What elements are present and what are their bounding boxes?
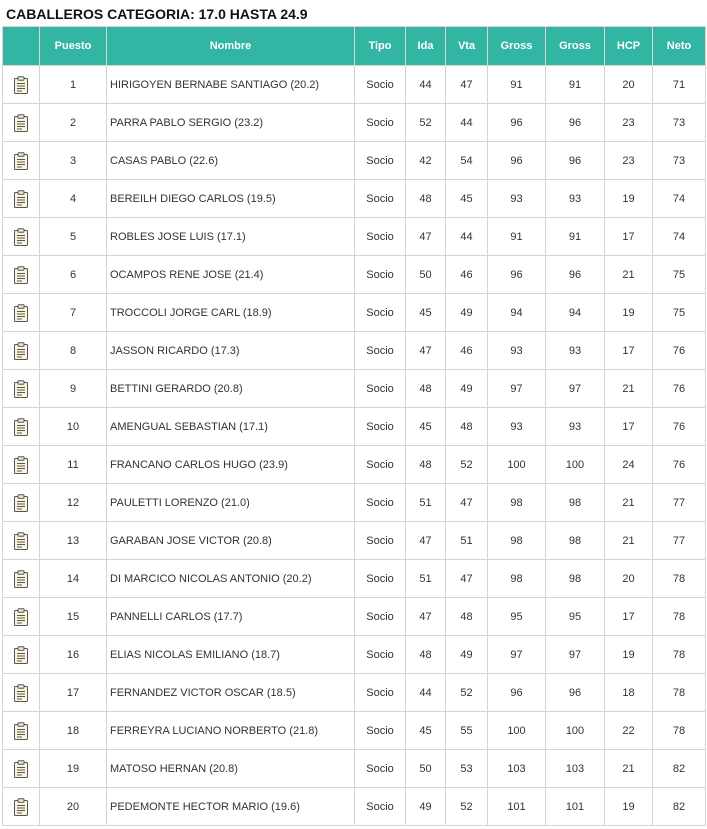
col-header-tipo[interactable]: Tipo bbox=[355, 27, 406, 66]
cell-nombre: BETTINI GERARDO (20.8) bbox=[107, 370, 355, 408]
col-header-puesto[interactable]: Puesto bbox=[40, 27, 107, 66]
cell-nombre: GARABAN JOSE VICTOR (20.8) bbox=[107, 522, 355, 560]
table-row bbox=[3, 180, 706, 218]
cell-nombre: HIRIGOYEN BERNABE SANTIAGO (20.2) bbox=[107, 66, 355, 104]
cell-neto: 77 bbox=[653, 522, 706, 560]
cell-ida: 44 bbox=[406, 674, 446, 712]
cell-nombre: BEREILH DIEGO CARLOS (19.5) bbox=[107, 180, 355, 218]
clipboard-icon[interactable] bbox=[13, 304, 29, 322]
cell-gross: 98 bbox=[488, 560, 546, 598]
clipboard-icon[interactable] bbox=[13, 798, 29, 816]
cell-puesto: 16 bbox=[40, 636, 107, 674]
cell-vta: 48 bbox=[446, 598, 488, 636]
cell-gross: 98 bbox=[488, 522, 546, 560]
cell-ida: 42 bbox=[406, 142, 446, 180]
cell-hcp: 24 bbox=[605, 446, 653, 484]
cell-tipo: Socio bbox=[355, 142, 406, 180]
cell-ida: 48 bbox=[406, 180, 446, 218]
cell-hcp: 21 bbox=[605, 750, 653, 788]
clipboard-icon[interactable] bbox=[13, 646, 29, 664]
col-header-gross-2[interactable]: Gross bbox=[546, 27, 605, 66]
cell-nombre: ELIAS NICOLAS EMILIANO (18.7) bbox=[107, 636, 355, 674]
cell-neto: 73 bbox=[653, 142, 706, 180]
clipboard-icon[interactable] bbox=[13, 228, 29, 246]
cell-nombre: PANNELLI CARLOS (17.7) bbox=[107, 598, 355, 636]
clipboard-icon[interactable] bbox=[13, 760, 29, 778]
cell-hcp: 18 bbox=[605, 674, 653, 712]
cell-ida: 47 bbox=[406, 332, 446, 370]
cell-tipo: Socio bbox=[355, 788, 406, 826]
cell-neto: 82 bbox=[653, 750, 706, 788]
clipboard-icon[interactable] bbox=[13, 418, 29, 436]
results-table bbox=[2, 26, 706, 826]
col-header-gross[interactable]: Gross bbox=[488, 27, 546, 66]
cell-ida: 47 bbox=[406, 218, 446, 256]
table-row bbox=[3, 750, 706, 788]
cell-puesto: 9 bbox=[40, 370, 107, 408]
cell-gross: 93 bbox=[488, 332, 546, 370]
cell-ida: 51 bbox=[406, 560, 446, 598]
col-header-vta[interactable]: Vta bbox=[446, 27, 488, 66]
clipboard-icon[interactable] bbox=[13, 456, 29, 474]
cell-gross: 98 bbox=[488, 484, 546, 522]
cell-gross-2: 94 bbox=[546, 294, 605, 332]
clipboard-icon[interactable] bbox=[13, 342, 29, 360]
cell-hcp: 21 bbox=[605, 484, 653, 522]
cell-puesto: 11 bbox=[40, 446, 107, 484]
clipboard-icon[interactable] bbox=[13, 152, 29, 170]
cell-nombre: DI MARCICO NICOLAS ANTONIO (20.2) bbox=[107, 560, 355, 598]
cell-vta: 47 bbox=[446, 66, 488, 104]
cell-ida: 48 bbox=[406, 636, 446, 674]
cell-tipo: Socio bbox=[355, 484, 406, 522]
cell-nombre: MATOSO HERNAN (20.8) bbox=[107, 750, 355, 788]
cell-tipo: Socio bbox=[355, 598, 406, 636]
cell-tipo: Socio bbox=[355, 522, 406, 560]
cell-action bbox=[3, 560, 40, 598]
table-row bbox=[3, 712, 706, 750]
cell-vta: 52 bbox=[446, 788, 488, 826]
cell-gross-2: 96 bbox=[546, 142, 605, 180]
cell-gross-2: 96 bbox=[546, 104, 605, 142]
cell-vta: 44 bbox=[446, 218, 488, 256]
cell-ida: 50 bbox=[406, 256, 446, 294]
cell-nombre: AMENGUAL SEBASTIAN (17.1) bbox=[107, 408, 355, 446]
col-header-ida[interactable]: Ida bbox=[406, 27, 446, 66]
cell-neto: 76 bbox=[653, 446, 706, 484]
cell-tipo: Socio bbox=[355, 66, 406, 104]
cell-vta: 53 bbox=[446, 750, 488, 788]
cell-action bbox=[3, 788, 40, 826]
cell-hcp: 19 bbox=[605, 636, 653, 674]
cell-action bbox=[3, 256, 40, 294]
cell-action bbox=[3, 142, 40, 180]
cell-puesto: 17 bbox=[40, 674, 107, 712]
table-row bbox=[3, 484, 706, 522]
cell-gross-2: 95 bbox=[546, 598, 605, 636]
cell-nombre: FERREYRA LUCIANO NORBERTO (21.8) bbox=[107, 712, 355, 750]
table-row bbox=[3, 674, 706, 712]
cell-neto: 76 bbox=[653, 332, 706, 370]
cell-gross: 91 bbox=[488, 66, 546, 104]
cell-gross: 96 bbox=[488, 256, 546, 294]
table-row bbox=[3, 598, 706, 636]
cell-action bbox=[3, 104, 40, 142]
clipboard-icon[interactable] bbox=[13, 266, 29, 284]
cell-hcp: 17 bbox=[605, 218, 653, 256]
cell-ida: 47 bbox=[406, 522, 446, 560]
cell-tipo: Socio bbox=[355, 218, 406, 256]
cell-neto: 77 bbox=[653, 484, 706, 522]
cell-gross-2: 91 bbox=[546, 218, 605, 256]
cell-vta: 51 bbox=[446, 522, 488, 560]
cell-action bbox=[3, 712, 40, 750]
cell-ida: 50 bbox=[406, 750, 446, 788]
table-row bbox=[3, 104, 706, 142]
cell-gross-2: 98 bbox=[546, 522, 605, 560]
cell-action bbox=[3, 294, 40, 332]
cell-gross-2: 93 bbox=[546, 180, 605, 218]
cell-vta: 55 bbox=[446, 712, 488, 750]
cell-gross: 96 bbox=[488, 674, 546, 712]
cell-puesto: 6 bbox=[40, 256, 107, 294]
cell-gross-2: 97 bbox=[546, 370, 605, 408]
cell-tipo: Socio bbox=[355, 332, 406, 370]
cell-puesto: 12 bbox=[40, 484, 107, 522]
cell-neto: 74 bbox=[653, 180, 706, 218]
cell-ida: 48 bbox=[406, 370, 446, 408]
cell-ida: 45 bbox=[406, 408, 446, 446]
cell-action bbox=[3, 180, 40, 218]
cell-gross-2: 103 bbox=[546, 750, 605, 788]
cell-gross-2: 96 bbox=[546, 256, 605, 294]
cell-hcp: 22 bbox=[605, 712, 653, 750]
cell-gross-2: 93 bbox=[546, 332, 605, 370]
cell-gross: 103 bbox=[488, 750, 546, 788]
cell-nombre: PAULETTI LORENZO (21.0) bbox=[107, 484, 355, 522]
cell-ida: 47 bbox=[406, 598, 446, 636]
cell-neto: 78 bbox=[653, 598, 706, 636]
cell-hcp: 19 bbox=[605, 788, 653, 826]
cell-tipo: Socio bbox=[355, 636, 406, 674]
cell-vta: 52 bbox=[446, 446, 488, 484]
cell-tipo: Socio bbox=[355, 256, 406, 294]
cell-tipo: Socio bbox=[355, 446, 406, 484]
cell-vta: 46 bbox=[446, 256, 488, 294]
cell-neto: 75 bbox=[653, 256, 706, 294]
cell-gross-2: 97 bbox=[546, 636, 605, 674]
cell-neto: 78 bbox=[653, 712, 706, 750]
cell-tipo: Socio bbox=[355, 674, 406, 712]
cell-neto: 76 bbox=[653, 370, 706, 408]
cell-ida: 48 bbox=[406, 446, 446, 484]
col-header-nombre[interactable]: Nombre bbox=[107, 27, 355, 66]
cell-gross-2: 98 bbox=[546, 560, 605, 598]
cell-hcp: 23 bbox=[605, 142, 653, 180]
cell-action bbox=[3, 636, 40, 674]
cell-neto: 73 bbox=[653, 104, 706, 142]
clipboard-icon[interactable] bbox=[13, 722, 29, 740]
cell-gross: 96 bbox=[488, 104, 546, 142]
cell-neto: 74 bbox=[653, 218, 706, 256]
cell-ida: 51 bbox=[406, 484, 446, 522]
table-row bbox=[3, 560, 706, 598]
clipboard-icon[interactable] bbox=[13, 190, 29, 208]
cell-puesto: 18 bbox=[40, 712, 107, 750]
cell-gross-2: 100 bbox=[546, 712, 605, 750]
cell-puesto: 2 bbox=[40, 104, 107, 142]
page-title: CABALLEROS CATEGORIA: 17.0 HASTA 24.9 bbox=[6, 6, 308, 22]
cell-nombre: OCAMPOS RENE JOSE (21.4) bbox=[107, 256, 355, 294]
cell-gross: 94 bbox=[488, 294, 546, 332]
table-row bbox=[3, 294, 706, 332]
cell-gross-2: 93 bbox=[546, 408, 605, 446]
cell-action bbox=[3, 674, 40, 712]
cell-gross: 93 bbox=[488, 180, 546, 218]
cell-gross: 93 bbox=[488, 408, 546, 446]
cell-action bbox=[3, 750, 40, 788]
cell-hcp: 19 bbox=[605, 294, 653, 332]
table-row bbox=[3, 256, 706, 294]
cell-nombre: PARRA PABLO SERGIO (23.2) bbox=[107, 104, 355, 142]
cell-hcp: 21 bbox=[605, 256, 653, 294]
cell-action bbox=[3, 218, 40, 256]
cell-ida: 49 bbox=[406, 788, 446, 826]
cell-ida: 45 bbox=[406, 294, 446, 332]
cell-hcp: 21 bbox=[605, 522, 653, 560]
cell-nombre: FRANCANO CARLOS HUGO (23.9) bbox=[107, 446, 355, 484]
cell-neto: 71 bbox=[653, 66, 706, 104]
cell-vta: 44 bbox=[446, 104, 488, 142]
cell-gross-2: 100 bbox=[546, 446, 605, 484]
cell-action bbox=[3, 446, 40, 484]
cell-puesto: 20 bbox=[40, 788, 107, 826]
cell-tipo: Socio bbox=[355, 560, 406, 598]
cell-gross-2: 101 bbox=[546, 788, 605, 826]
cell-vta: 49 bbox=[446, 294, 488, 332]
clipboard-icon[interactable] bbox=[13, 684, 29, 702]
cell-neto: 78 bbox=[653, 674, 706, 712]
cell-gross: 91 bbox=[488, 218, 546, 256]
cell-gross: 100 bbox=[488, 446, 546, 484]
col-header-hcp[interactable]: HCP bbox=[605, 27, 653, 66]
cell-nombre: JASSON RICARDO (17.3) bbox=[107, 332, 355, 370]
cell-gross: 101 bbox=[488, 788, 546, 826]
cell-hcp: 17 bbox=[605, 408, 653, 446]
cell-nombre: FERNANDEZ VICTOR OSCAR (18.5) bbox=[107, 674, 355, 712]
cell-gross: 96 bbox=[488, 142, 546, 180]
table-row bbox=[3, 66, 706, 104]
cell-action bbox=[3, 66, 40, 104]
cell-neto: 78 bbox=[653, 560, 706, 598]
cell-tipo: Socio bbox=[355, 294, 406, 332]
cell-puesto: 19 bbox=[40, 750, 107, 788]
cell-vta: 46 bbox=[446, 332, 488, 370]
cell-tipo: Socio bbox=[355, 180, 406, 218]
table-row bbox=[3, 522, 706, 560]
cell-action bbox=[3, 598, 40, 636]
cell-hcp: 17 bbox=[605, 598, 653, 636]
cell-vta: 52 bbox=[446, 674, 488, 712]
cell-nombre: ROBLES JOSE LUIS (17.1) bbox=[107, 218, 355, 256]
cell-tipo: Socio bbox=[355, 370, 406, 408]
cell-tipo: Socio bbox=[355, 750, 406, 788]
cell-hcp: 23 bbox=[605, 104, 653, 142]
cell-puesto: 1 bbox=[40, 66, 107, 104]
cell-vta: 47 bbox=[446, 484, 488, 522]
cell-hcp: 20 bbox=[605, 66, 653, 104]
cell-tipo: Socio bbox=[355, 712, 406, 750]
cell-vta: 47 bbox=[446, 560, 488, 598]
cell-gross: 97 bbox=[488, 370, 546, 408]
cell-gross: 97 bbox=[488, 636, 546, 674]
cell-puesto: 5 bbox=[40, 218, 107, 256]
cell-tipo: Socio bbox=[355, 104, 406, 142]
cell-action bbox=[3, 484, 40, 522]
clipboard-icon[interactable] bbox=[13, 570, 29, 588]
cell-action bbox=[3, 522, 40, 560]
cell-gross-2: 96 bbox=[546, 674, 605, 712]
cell-hcp: 20 bbox=[605, 560, 653, 598]
cell-action bbox=[3, 408, 40, 446]
cell-tipo: Socio bbox=[355, 408, 406, 446]
table-row bbox=[3, 332, 706, 370]
cell-vta: 48 bbox=[446, 408, 488, 446]
cell-puesto: 13 bbox=[40, 522, 107, 560]
clipboard-icon[interactable] bbox=[13, 76, 29, 94]
cell-vta: 49 bbox=[446, 636, 488, 674]
cell-gross: 95 bbox=[488, 598, 546, 636]
clipboard-icon[interactable] bbox=[13, 532, 29, 550]
cell-neto: 78 bbox=[653, 636, 706, 674]
table-row bbox=[3, 446, 706, 484]
cell-neto: 75 bbox=[653, 294, 706, 332]
cell-hcp: 21 bbox=[605, 370, 653, 408]
cell-vta: 49 bbox=[446, 370, 488, 408]
clipboard-icon[interactable] bbox=[13, 114, 29, 132]
clipboard-icon[interactable] bbox=[13, 494, 29, 512]
cell-neto: 82 bbox=[653, 788, 706, 826]
clipboard-icon[interactable] bbox=[13, 608, 29, 626]
table-row bbox=[3, 370, 706, 408]
cell-hcp: 19 bbox=[605, 180, 653, 218]
cell-action bbox=[3, 370, 40, 408]
cell-ida: 52 bbox=[406, 104, 446, 142]
cell-nombre: PEDEMONTE HECTOR MARIO (19.6) bbox=[107, 788, 355, 826]
cell-puesto: 3 bbox=[40, 142, 107, 180]
cell-puesto: 15 bbox=[40, 598, 107, 636]
cell-hcp: 17 bbox=[605, 332, 653, 370]
cell-action bbox=[3, 332, 40, 370]
cell-ida: 44 bbox=[406, 66, 446, 104]
table-row bbox=[3, 218, 706, 256]
cell-ida: 45 bbox=[406, 712, 446, 750]
table-header-row bbox=[3, 27, 706, 66]
cell-gross: 100 bbox=[488, 712, 546, 750]
cell-gross-2: 91 bbox=[546, 66, 605, 104]
cell-nombre: TROCCOLI JORGE CARL (18.9) bbox=[107, 294, 355, 332]
col-header-icon bbox=[3, 27, 40, 66]
cell-neto: 76 bbox=[653, 408, 706, 446]
cell-puesto: 14 bbox=[40, 560, 107, 598]
cell-nombre: CASAS PABLO (22.6) bbox=[107, 142, 355, 180]
clipboard-icon[interactable] bbox=[13, 380, 29, 398]
cell-puesto: 10 bbox=[40, 408, 107, 446]
table-row bbox=[3, 408, 706, 446]
cell-vta: 45 bbox=[446, 180, 488, 218]
cell-puesto: 7 bbox=[40, 294, 107, 332]
cell-puesto: 4 bbox=[40, 180, 107, 218]
cell-puesto: 8 bbox=[40, 332, 107, 370]
table-row bbox=[3, 142, 706, 180]
table-row bbox=[3, 636, 706, 674]
cell-vta: 54 bbox=[446, 142, 488, 180]
table-row bbox=[3, 788, 706, 826]
cell-gross-2: 98 bbox=[546, 484, 605, 522]
col-header-neto[interactable]: Neto bbox=[653, 27, 706, 66]
